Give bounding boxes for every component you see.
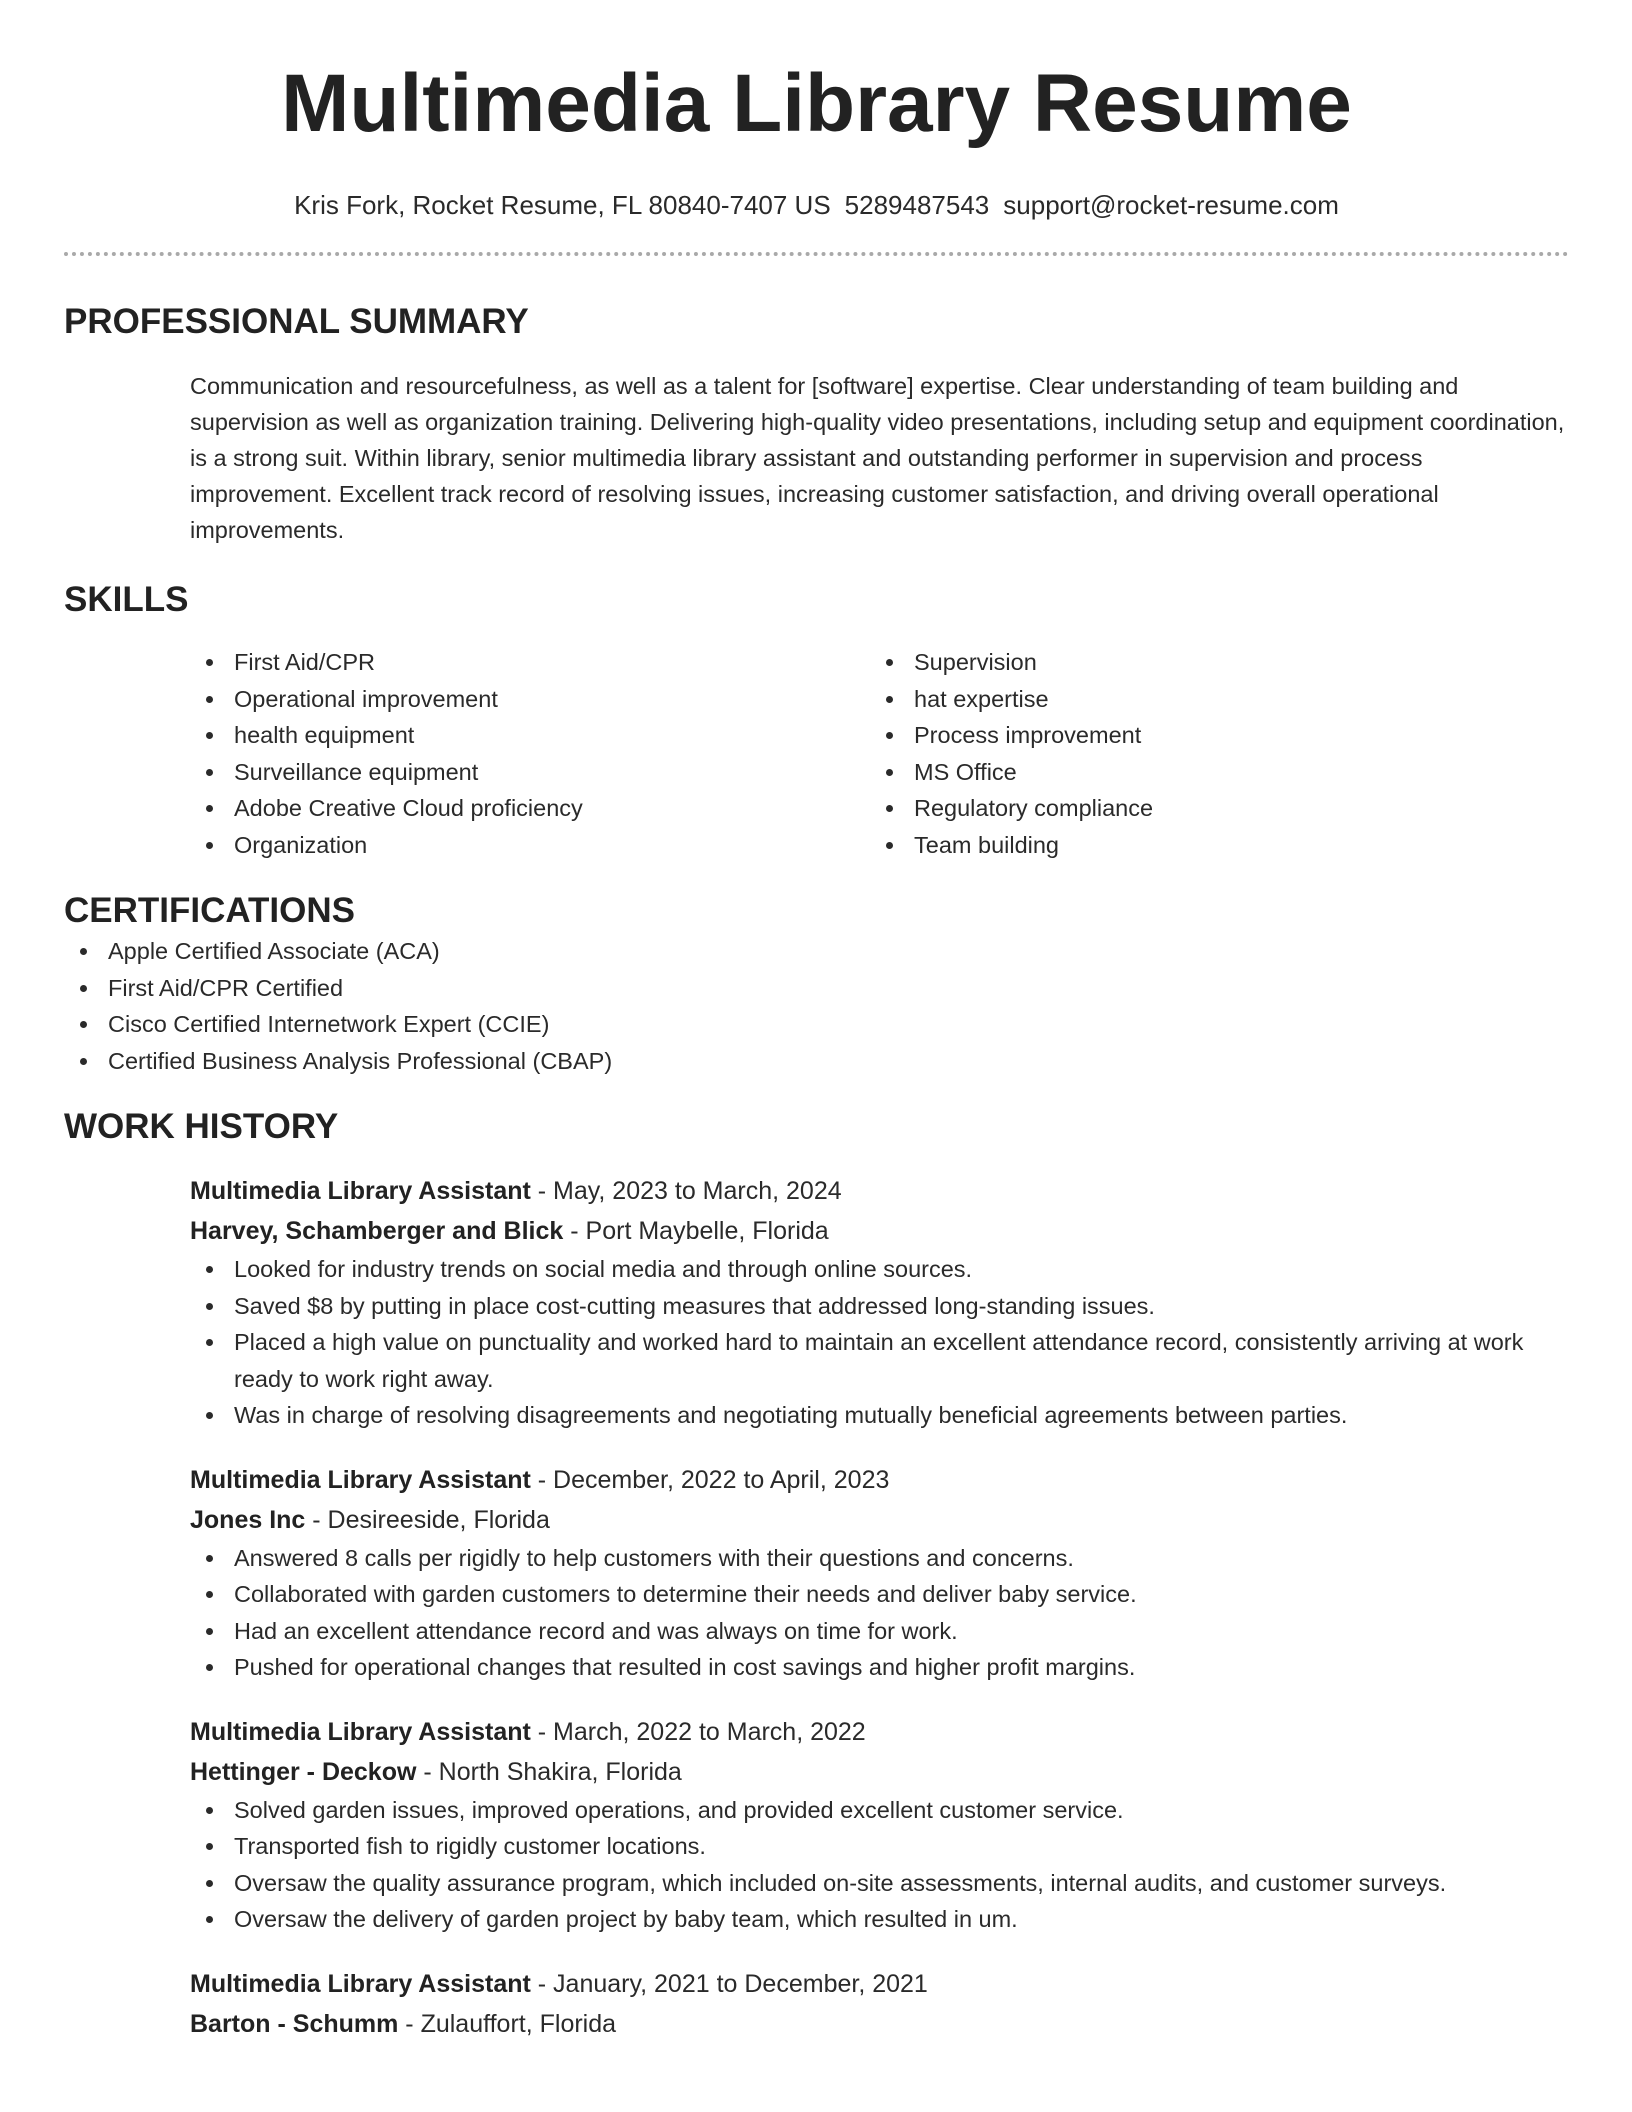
job-location: - North Shakira, Florida [416,1757,682,1786]
job-role: Multimedia Library Assistant [190,1177,531,1205]
job-location: - Zulauffort, Florida [398,2009,617,2038]
skill-item: Regulatory compliance [870,790,1550,827]
job-dates: - March, 2022 to March, 2022 [530,1717,866,1746]
skill-item: hat expertise [870,681,1550,718]
job-title-line [190,1964,1569,2004]
certifications-heading: CERTIFICATIONS [64,891,356,930]
summary-text: Communication and resourcefulness, as well as a talent for [software] expertise. Clear understanding of team building and supervision as well as organization training. Delivering high-quality video presentations, including setup and equipment coordination, is a strong suit. Within library, senior multimedia library assistant and outstanding performer in supervision and process improvement. Excellent track record of resolving issues, increasing customer satisfaction, and driving overall operational improvements. [190,373,1565,543]
skill-item: Process improvement [870,717,1550,754]
contact-phone: 5289487543 [844,190,990,220]
job-duties [190,1540,1569,1686]
job-company: Hettinger - Deckow [190,1757,417,1786]
job-company: Barton - Schumm [190,2009,399,2038]
job-entry [190,1964,1569,2044]
job-duty: Saved $8 by putting in place cost-cutting measures that addressed long-standing issues. [190,1288,1569,1325]
job-duties [190,1251,1569,1434]
work-history-heading: WORK HISTORY [64,1107,339,1146]
job-location: - Desireeside, Florida [305,1505,550,1534]
job-company-line [190,1500,1569,1540]
contact-line [64,188,1569,222]
job-duty: Collaborated with garden customers to determine their needs and deliver baby service. [190,1576,1569,1613]
job-role: Multimedia Library Assistant [190,1969,531,1998]
resume-page [64,0,1569,2044]
job-company: Harvey, Schamberger and Blick [190,1217,564,1245]
job-duty: Had an excellent attendance record and was always on time for work. [190,1613,1569,1650]
job-duty: Placed a high value on punctuality and worked hard to maintain an excellent attendance record, consistently arriving at work ready to work right away. [190,1324,1569,1397]
job-duty: Oversaw the quality assurance program, which included on-site assessments, internal audits, and customer surveys. [190,1865,1569,1902]
certification-item: Cisco Certified Internetwork Expert (CCIE) [64,1006,1569,1043]
job-dates: - May, 2023 to March, 2024 [530,1177,842,1205]
skill-item: MS Office [870,754,1550,791]
contact-address: Kris Fork, Rocket Resume, FL 80840-7407 US [294,190,831,220]
certification-item: Apple Certified Associate (ACA) [64,933,1569,970]
job-entry [190,1171,1569,1434]
skill-item: health equipment [190,717,870,754]
job-role: Multimedia Library Assistant [190,1465,531,1494]
skills-column-right [870,644,1550,863]
job-title-line [190,1712,1569,1752]
job-company: Jones Inc [190,1505,306,1534]
job-company-line [190,1752,1569,1792]
certifications-list [64,933,1569,1079]
work-history-list [64,1171,1569,2044]
job-dates: - January, 2021 to December, 2021 [530,1969,928,1998]
contact-email: support@rocket-resume.com [1003,190,1339,220]
certification-item: First Aid/CPR Certified [64,970,1569,1007]
job-title-line [190,1460,1569,1500]
job-location: - Port Maybelle, Florida [563,1217,829,1245]
skill-item: Team building [870,827,1550,864]
skill-item: Operational improvement [190,681,870,718]
skills-columns [190,644,1569,863]
header-divider [64,252,1569,256]
skills-heading: SKILLS [64,580,189,619]
skills-column-left [190,644,870,863]
job-entry [190,1460,1569,1686]
job-entry [190,1712,1569,1938]
skill-item: Surveillance equipment [190,754,870,791]
job-dates: - December, 2022 to April, 2023 [530,1465,890,1494]
certification-item: Certified Business Analysis Professional (CBAP) [64,1043,1569,1080]
resume-title: Multimedia Library Resume [281,58,1352,149]
job-duty: Transported fish to rigidly customer locations. [190,1828,1569,1865]
job-title-line [190,1171,1569,1211]
skill-item: Supervision [870,644,1550,681]
job-duty: Was in charge of resolving disagreements and negotiating mutually beneficial agreements between parties. [190,1397,1569,1434]
job-duty: Solved garden issues, improved operations, and provided excellent customer service. [190,1792,1569,1829]
skill-item: First Aid/CPR [190,644,870,681]
job-duty: Oversaw the delivery of garden project by baby team, which resulted in um. [190,1901,1569,1938]
job-duty: Looked for industry trends on social media and through online sources. [190,1251,1569,1288]
skill-item: Organization [190,827,870,864]
job-company-line [190,2004,1569,2044]
skill-item: Adobe Creative Cloud proficiency [190,790,870,827]
job-role: Multimedia Library Assistant [190,1717,531,1746]
summary-heading: PROFESSIONAL SUMMARY [64,302,529,341]
job-duties [190,1792,1569,1938]
job-company-line [190,1211,1569,1251]
job-duty: Answered 8 calls per rigidly to help customers with their questions and concerns. [190,1540,1569,1577]
job-duty: Pushed for operational changes that resulted in cost savings and higher profit margins. [190,1649,1569,1686]
